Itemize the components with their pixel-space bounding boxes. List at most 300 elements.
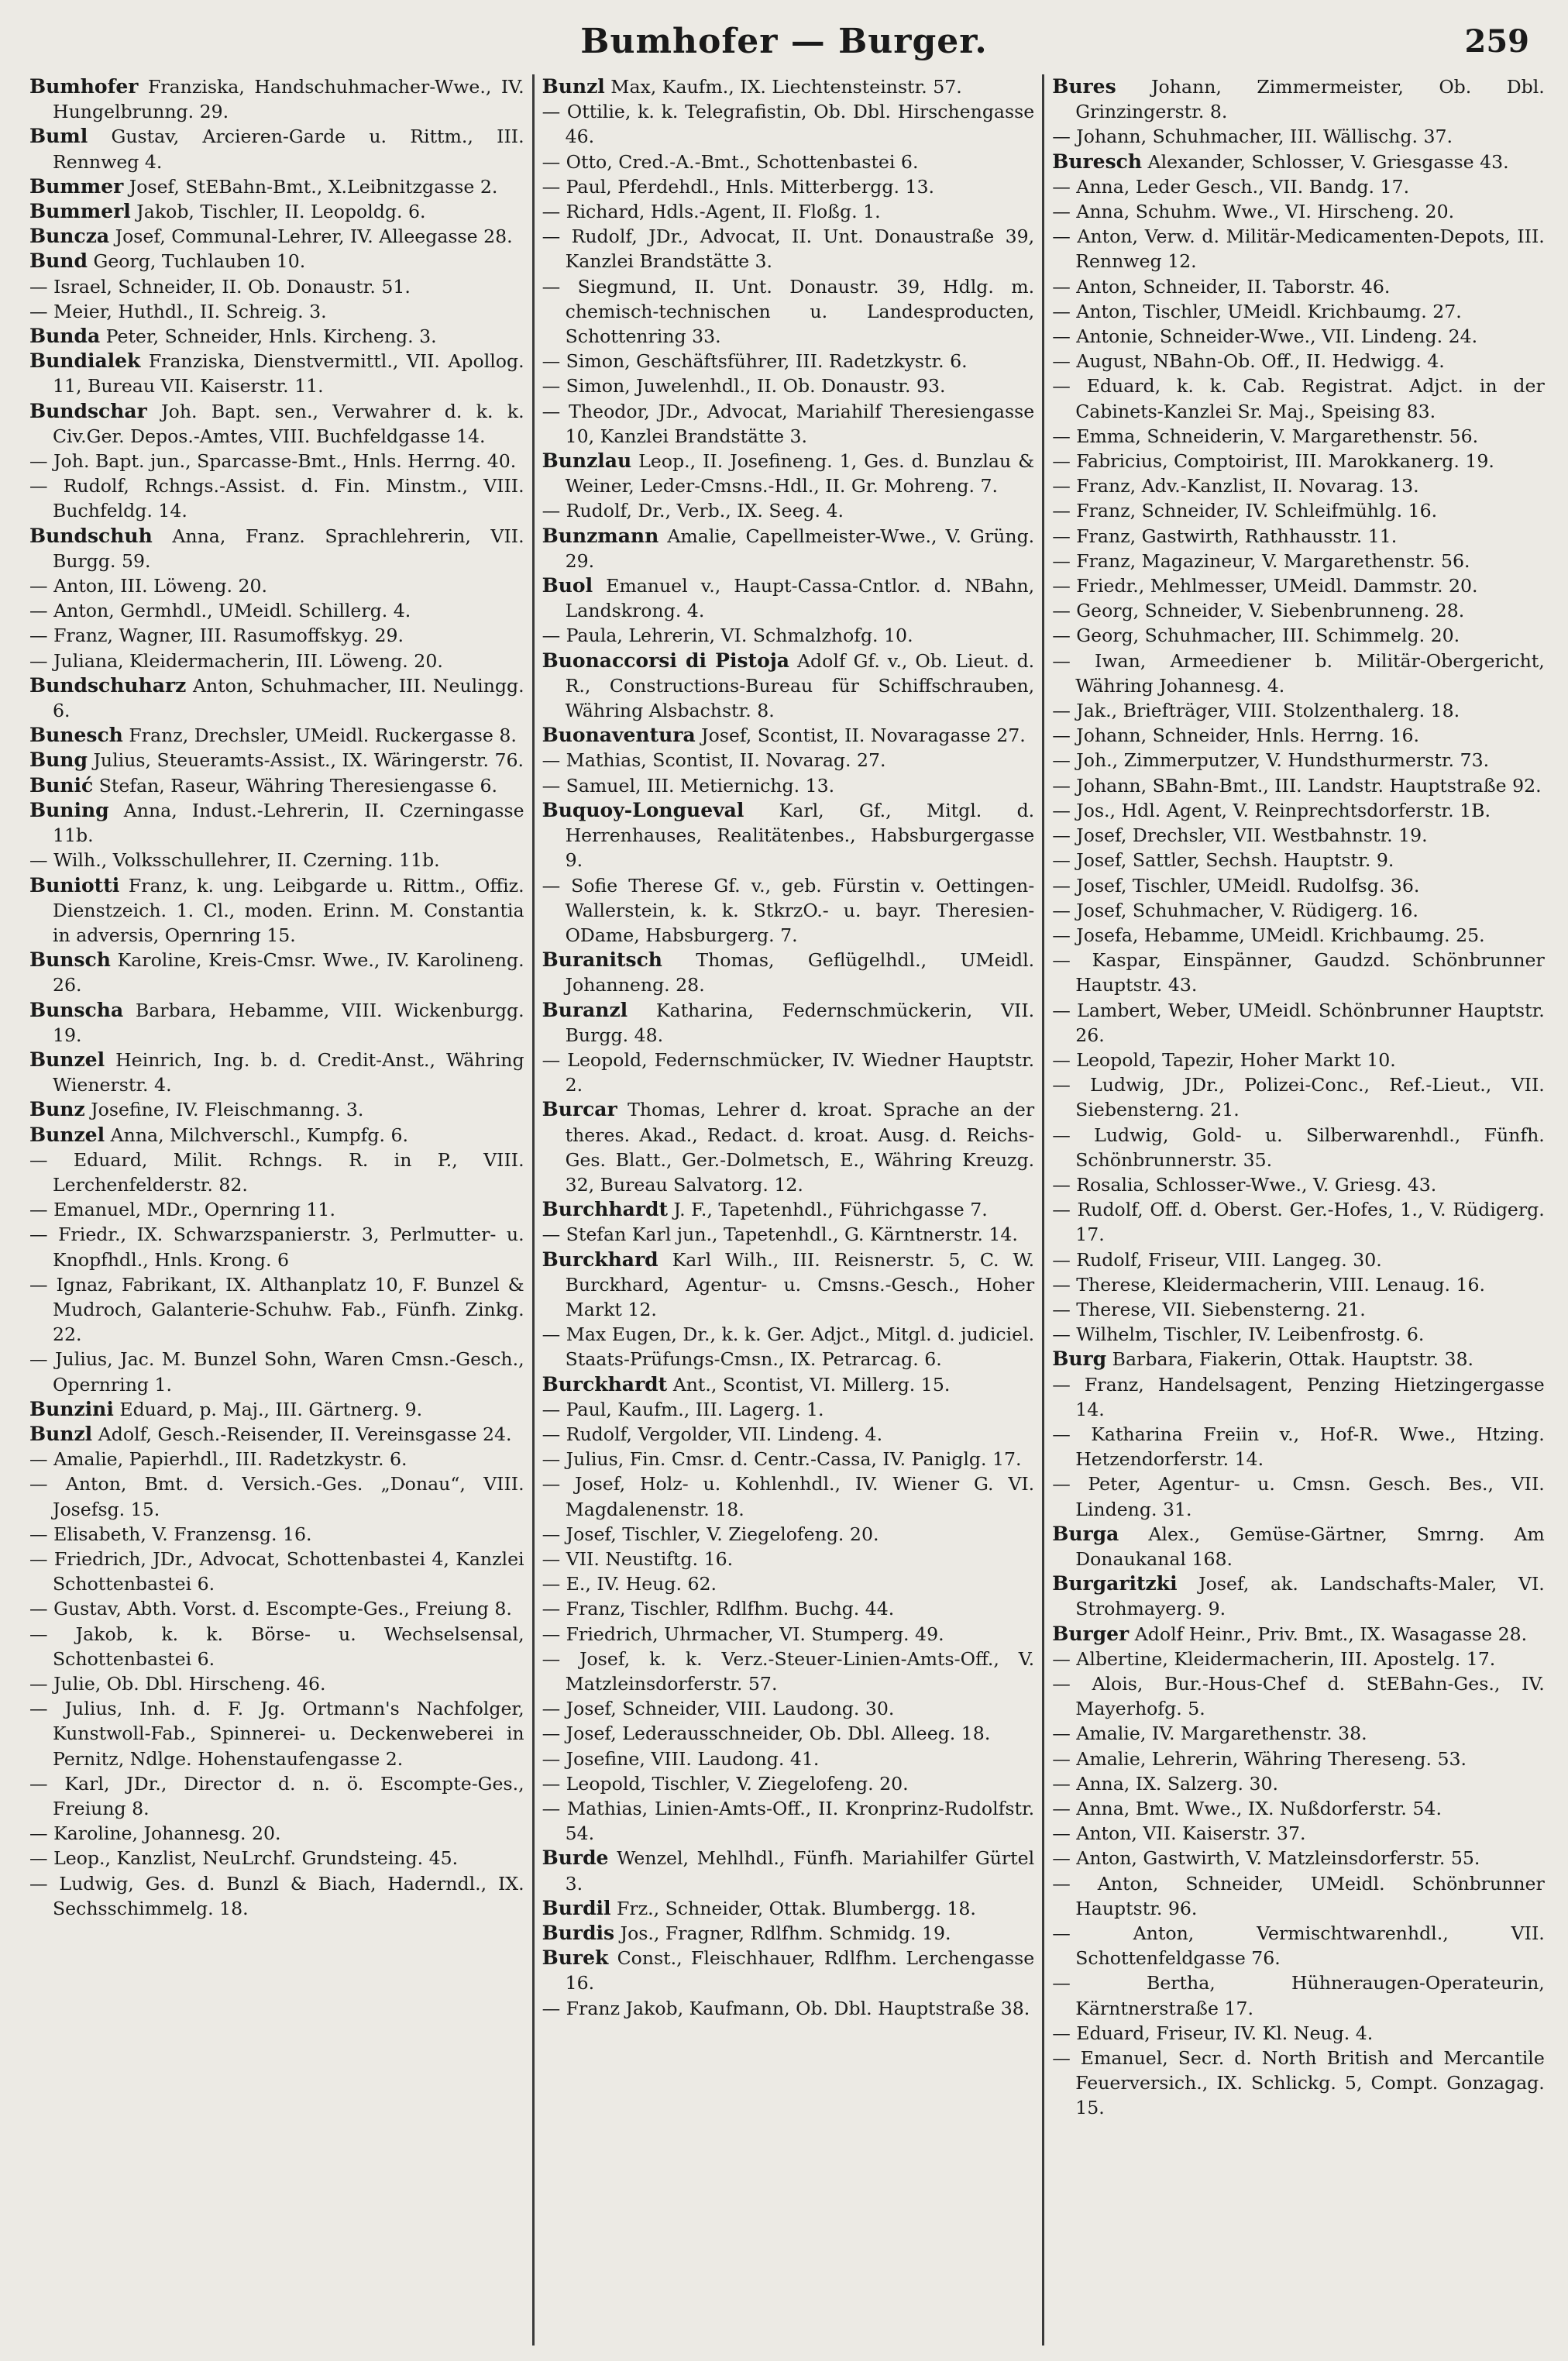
directory-entry [1052, 498, 1545, 523]
entry-details: — Franz, Adv.-Kanzlist, II. Novarag. 13. [1052, 475, 1419, 497]
entry-details: — Meier, Huthdl., II. Schreig. 3. [29, 300, 327, 322]
entry-surname: Bung [29, 749, 88, 772]
directory-entry [1052, 124, 1545, 149]
entry-details: — Otto, Cred.-A.-Bmt., Schottenbastei 6. [542, 150, 919, 173]
entry-surname: Burga [1052, 1522, 1119, 1545]
entry-details: Josef, ak. Landschafts-Maler, VI. Strohmayerg. 9. [1075, 1573, 1545, 1620]
entry-details: Joh. Bapt. sen., Verwahrer d. k. k. Civ.Ger. Depos.-Amtes, VIII. Buchfeldgasse 14. [53, 400, 524, 447]
directory-entry [29, 1447, 524, 1471]
directory-entry [29, 723, 524, 748]
entry-details: Jakob, Tischler, II. Leopoldg. 6. [136, 201, 426, 223]
entry-details: — Wilh., Volksschullehrer, II. Czerning. 11b. [29, 849, 440, 872]
entry-details: — Franz, Handelsagent, Penzing Hietzingergasse 14. [1052, 1373, 1545, 1420]
entry-details: Josef, StEBahn-Bmt., X.Leibnitzgasse 2. [129, 175, 498, 198]
directory-entry [1052, 1622, 1545, 1647]
directory-entry [29, 1622, 524, 1671]
directory-entry [1052, 1347, 1545, 1372]
directory-entry [542, 1372, 1035, 1397]
directory-entry [1052, 748, 1545, 773]
entry-details: — Anton, Vermischtwarenhdl., VII. Schottenfeldgasse 76. [1052, 1922, 1545, 1970]
entry-details: — Lambert, Weber, UMeidl. Schönbrunner Hauptstr. 26. [1052, 999, 1545, 1046]
entry-surname: Burcar [542, 1098, 617, 1121]
directory-entry [29, 449, 524, 473]
directory-entry [29, 649, 524, 673]
directory-entry [542, 1447, 1035, 1471]
entry-details: — Jak., Briefträger, VIII. Stolzenthalerg. 18. [1052, 700, 1460, 722]
directory-entry [1052, 1297, 1545, 1322]
entry-details: — Anton, Germhdl., UMeidl. Schillerg. 4. [29, 600, 411, 622]
directory-entry [1052, 848, 1545, 872]
entry-details: Emanuel v., Haupt-Cassa-Cntlor. d. NBahn, Landskrong. 4. [565, 575, 1035, 622]
directory-entry [29, 1097, 524, 1122]
directory-entry [1052, 1272, 1545, 1297]
entry-details: Const., Fleischhauer, Rdlfhm. Lerchengasse 16. [565, 1947, 1035, 1994]
column-2 [532, 74, 1043, 2346]
entry-details: — Alois, Bur.-Hous-Chef d. StEBahn-Ges., IV. Mayerhofg. 5. [1052, 1673, 1545, 1720]
entry-details: — Julius, Jac. M. Bunzel Sohn, Waren Cmsn.-Gesch., Opernring 1. [29, 1348, 524, 1396]
entry-details: — Fabricius, Comptoirist, III. Marokkanerg. 19. [1052, 450, 1494, 473]
directory-entry [29, 199, 524, 224]
entry-surname: Burckhard [542, 1248, 658, 1271]
entry-surname: Bummerl [29, 200, 131, 223]
directory-entry [1052, 1123, 1545, 1172]
entry-details: — Ludwig, Ges. d. Bunzl & Biach, Haderndl., IX. Sechsschimmelg. 18. [29, 1872, 524, 1919]
entry-details: — Leopold, Federnschmücker, IV. Wiedner Hauptstr. 2. [542, 1048, 1035, 1096]
entry-surname: Bunić [29, 773, 94, 797]
entry-details: — Jos., Hdl. Agent, V. Reinprechtsdorferstr. 1B. [1052, 799, 1491, 821]
entry-details: — Ignaz, Fabrikant, IX. Althanplatz 10, F. Bunzel & Mudroch, Galanterie-Schuhw. Fab., Fünfh. Zinkg. 22. [29, 1273, 524, 1346]
entry-surname: Burde [542, 1846, 609, 1870]
directory-entry [1052, 373, 1545, 423]
directory-entry [29, 848, 524, 872]
entry-details: Josef, Scontist, II. Novaragasse 27. [701, 724, 1026, 747]
entry-details: — Rudolf, JDr., Advocat, II. Unt. Donaustraße 39, Kanzlei Brandstätte 3. [542, 225, 1035, 273]
entry-surname: Bundschuh [29, 524, 153, 547]
entry-details: — Anton, VII. Kaiserstr. 37. [1052, 1822, 1306, 1845]
entry-details: — Amalie, IV. Margarethenstr. 38. [1052, 1723, 1367, 1745]
directory-entry [542, 1322, 1035, 1372]
directory-entry [29, 1471, 524, 1521]
directory-entry [542, 798, 1035, 873]
entry-details: — Anna, Leder Gesch., VII. Bandg. 17. [1052, 175, 1410, 198]
directory-entry [29, 1272, 524, 1347]
directory-entry [29, 274, 524, 299]
directory-entry [542, 1197, 1035, 1222]
entry-details: — Emanuel, Secr. d. North British and Mercantile Feuerversich., IX. Schlickg. 5, Compt. Gonzagag. 15. [1052, 2047, 1545, 2119]
entry-details: — Friedr., Mehlmesser, UMeidl. Dammstr. 20. [1052, 575, 1478, 597]
directory-entry [29, 224, 524, 249]
entry-details: — Josefa, Hebamme, UMeidl. Krichbaumg. 25. [1052, 924, 1485, 946]
directory-entry [542, 1896, 1035, 1921]
entry-surname: Bunzel [29, 1123, 105, 1146]
entry-details: — Leopold, Tapezir, Hoher Markt 10. [1052, 1048, 1396, 1071]
entry-surname: Bunzel [29, 1048, 105, 1071]
directory-entry [1052, 948, 1545, 997]
entry-surname: Buning [29, 798, 109, 821]
entry-surname: Bunzl [542, 75, 605, 98]
entry-details: Franz, Drechsler, UMeidl. Ruckergasse 8. [129, 724, 517, 747]
entry-details: Wenzel, Mehlhdl., Fünfh. Mariahilfer Gürtel 3. [565, 1847, 1035, 1895]
directory-entry [29, 1197, 524, 1222]
directory-entry [1052, 549, 1545, 573]
directory-entry [542, 449, 1035, 498]
directory-entry [1052, 1322, 1545, 1347]
entry-details: — Samuel, III. Metiernichg. 13. [542, 774, 835, 797]
entry-details: — Paul, Pferdehdl., Hnls. Mitterbergg. 13. [542, 175, 934, 198]
directory-entry [1052, 1846, 1545, 1871]
entry-surname: Bundialek [29, 349, 141, 373]
entry-details: Adolf, Gesch.-Reisender, II. Vereinsgasse 24. [98, 1423, 512, 1445]
directory-entry [1052, 2021, 1545, 2046]
entry-details: — Emanuel, MDr., Opernring 11. [29, 1199, 335, 1221]
entry-details: — Georg, Schuhmacher, III. Schimmelg. 20. [1052, 625, 1460, 647]
entry-details: — Franz, Magazineur, V. Margarethenstr. 56. [1052, 549, 1470, 572]
column-3 [1042, 74, 1553, 2346]
directory-entry [1052, 723, 1545, 748]
directory-entry [1052, 349, 1545, 373]
entry-details: Franziska, Dienstvermittl., VII. Apollog. 11, Bureau VII. Kaiserstr. 11. [53, 350, 524, 398]
directory-entry [29, 1422, 524, 1447]
entry-details: — E., IV. Heug. 62. [542, 1573, 717, 1595]
directory-entry [542, 948, 1035, 997]
entry-surname: Bund [29, 250, 88, 273]
directory-entry [29, 948, 524, 997]
entry-details: — Sofie Therese Gf. v., geb. Fürstin v. Oettingen-Wallerstein, k. k. StkrzO.- u. bayr. Theresien-ODame, Habsburgerg. 7. [542, 874, 1035, 946]
entry-details: — Eduard, k. k. Cab. Registrat. Adjct. in der Cabinets-Kanzlei Sr. Maj., Speising 83. [1052, 375, 1545, 422]
entry-surname: Buncza [29, 225, 110, 248]
entry-surname: Burek [542, 1946, 609, 1970]
directory-entry [29, 1222, 524, 1272]
entry-surname: Buniotti [29, 873, 120, 897]
directory-entry [1052, 449, 1545, 473]
entry-details: — Mathias, Scontist, II. Novarag. 27. [542, 749, 886, 772]
entry-details: — Jakob, k. k. Börse- u. Wechselsensal, Schottenbastei 6. [29, 1623, 524, 1670]
directory-entry [1052, 1072, 1545, 1122]
directory-entry [29, 598, 524, 623]
entry-details: Ant., Scontist, VI. Millerg. 15. [672, 1373, 951, 1396]
entry-details: — Stefan Karl jun., Tapetenhdl., G. Kärntnerstr. 14. [542, 1224, 1018, 1246]
directory-entry [542, 573, 1035, 623]
entry-details: — Franz, Schneider, IV. Schleifmühlg. 16. [1052, 500, 1438, 522]
directory-entry [29, 998, 524, 1048]
entry-details: — Josef, Sattler, Sechsh. Hauptstr. 9. [1052, 849, 1394, 872]
entry-surname: Bunz [29, 1098, 85, 1121]
entry-details: Josef, Communal-Lehrer, IV. Alleegasse 28. [115, 225, 513, 248]
directory-entry [1052, 274, 1545, 299]
entry-details: — Josef, Tischler, UMeidl. Rudolfsg. 36. [1052, 874, 1420, 897]
entry-details: — Anna, Schuhm. Wwe., VI. Hirscheng. 20. [1052, 201, 1455, 223]
directory-entry [542, 224, 1035, 274]
entry-details: Leop., II. Josefineng. 1, Ges. d. Bunzlau & Weiner, Leder-Cmsns.-Hdl., II. Gr. Mohreng. 7. [565, 450, 1035, 497]
entry-details: Adolf Gf. v., Ob. Lieut. d. R., Constructions-Bureau für Schiffschrauben, Währing Alsbachstr. 8. [565, 649, 1035, 722]
directory-entry [29, 1871, 524, 1921]
entry-details: Heinrich, Ing. b. d. Credit-Anst., Währing Wienerstr. 4. [53, 1048, 524, 1096]
directory-entry [1052, 773, 1545, 798]
entry-surname: Buol [542, 574, 593, 597]
entry-details: Alexander, Schlosser, V. Griesgasse 43. [1147, 150, 1509, 173]
entry-details: — Friedrich, Uhrmacher, VI. Stumperg. 49. [542, 1623, 944, 1645]
entry-details: — Emma, Schneiderin, V. Margarethenstr. 56. [1052, 425, 1479, 447]
entry-details: — Theodor, JDr., Advocat, Mariahilf Theresiengasse 10, Kanzlei Brandstätte 3. [542, 400, 1035, 447]
directory-entry [542, 773, 1035, 798]
entry-details: — Peter, Agentur- u. Cmsn. Gesch. Bes., VII. Lindeng. 31. [1052, 1473, 1545, 1520]
directory-entry [29, 673, 524, 723]
entry-details: — Paula, Lehrerin, VI. Schmalzhofg. 10. [542, 625, 913, 647]
directory-entry [1052, 1970, 1545, 2020]
entry-details: Karoline, Kreis-Cmsr. Wwe., IV. Karolineng. 26. [53, 949, 524, 996]
entry-details: — Therese, VII. Siebensterng. 21. [1052, 1298, 1366, 1320]
directory-entry [542, 1747, 1035, 1771]
directory-entry [29, 1347, 524, 1396]
directory-entry [542, 1571, 1035, 1596]
entry-details: Karl Wilh., III. Reisnerstr. 5, C. W. Burckhard, Agentur- u. Cmsns.-Gesch., Hoher Markt 12. [565, 1248, 1035, 1320]
directory-entry [29, 74, 524, 124]
entry-details: — Ottilie, k. k. Telegrafistin, Ob. Dbl. Hirschengasse 46. [542, 101, 1035, 148]
entry-surname: Buresch [1052, 150, 1143, 173]
directory-entry [1052, 1871, 1545, 1921]
entry-details: Georg, Tuchlauben 10. [93, 250, 306, 273]
entry-details: — Antonie, Schneider-Wwe., VII. Lindeng. 24. [1052, 325, 1478, 348]
directory-entry [29, 324, 524, 349]
directory-entry [29, 1123, 524, 1148]
directory-entry [29, 573, 524, 598]
directory-entry [1052, 1172, 1545, 1197]
directory-entry [1052, 1747, 1545, 1771]
entry-surname: Bunesch [29, 724, 123, 747]
entry-details: — Albertine, Kleidermacherin, III. Apostelg. 17. [1052, 1647, 1496, 1670]
entry-details: — Johann, Schneider, Hnls. Herrng. 16. [1052, 724, 1419, 747]
entry-details: — Therese, Kleidermacherin, VIII. Lenaug. 16. [1052, 1273, 1486, 1296]
entry-details: — Joh. Bapt. jun., Sparcasse-Bmt., Hnls. Herrng. 40. [29, 450, 517, 473]
column-1 [22, 74, 532, 2346]
entry-details: Max, Kaufm., IX. Liechtensteinstr. 57. [610, 76, 962, 98]
directory-entry [29, 1821, 524, 1846]
directory-entry [542, 1996, 1035, 2021]
entry-surname: Bunscha [29, 998, 124, 1021]
directory-entry [29, 174, 524, 199]
directory-entry [29, 1696, 524, 1771]
entry-surname: Burger [1052, 1622, 1130, 1645]
entry-details: — Leopold, Tischler, V. Ziegelofeng. 20. [542, 1772, 909, 1795]
directory-entry [1052, 873, 1545, 898]
directory-entry [542, 623, 1035, 648]
directory-columns [22, 74, 1553, 2346]
directory-entry [542, 349, 1035, 373]
directory-entry [542, 1547, 1035, 1571]
directory-entry [1052, 1571, 1545, 1621]
entry-details: — Gustav, Abth. Vorst. d. Escompte-Ges., Freiung 8. [29, 1598, 512, 1620]
entry-details: — Karoline, Johannesg. 20. [29, 1822, 281, 1845]
entry-surname: Bunzini [29, 1397, 114, 1420]
entry-details: — Anton, Bmt. d. Versich.-Ges. „Donau“, VIII. Josefsg. 15. [29, 1473, 524, 1520]
directory-entry [1052, 1522, 1545, 1571]
entry-details: — Friedr., IX. Schwarzspanierstr. 3, Perlmutter- u. Knopfhdl., Hnls. Krong. 6 [29, 1224, 524, 1271]
entry-details: — Anton, Tischler, UMeidl. Krichbaumg. 27. [1052, 300, 1462, 322]
directory-entry [542, 1471, 1035, 1521]
entry-details: — Juliana, Kleidermacherin, III. Löweng. 20. [29, 649, 443, 672]
entry-details: — Wilhelm, Tischler, IV. Leibenfrostg. 6. [1052, 1323, 1425, 1346]
entry-details: — Rosalia, Schlosser-Wwe., V. Griesg. 43. [1052, 1173, 1437, 1196]
entry-surname: Bumhofer [29, 75, 139, 98]
directory-entry [542, 1647, 1035, 1696]
directory-entry [542, 1622, 1035, 1647]
entry-details: Thomas, Lehrer d. kroat. Sprache an der theres. Akad., Redact. d. kroat. Ausg. d. Reichs-Ges. Blatt., Ger.-Dolmetsch, E., Währing Kreuzg. 32, Bureau Salvatorg. 12. [565, 1099, 1035, 1196]
entry-details: — Franz, Tischler, Rdlfhm. Buchg. 44. [542, 1598, 895, 1620]
page-number: 259 [1464, 23, 1529, 60]
entry-details: — Simon, Geschäftsführer, III. Radetzkystr. 6. [542, 350, 968, 373]
directory-entry [29, 1547, 524, 1596]
directory-entry [542, 74, 1035, 99]
directory-entry [29, 1522, 524, 1547]
entry-details: — Max Eugen, Dr., k. k. Ger. Adjct., Mitgl. d. judiciel. Staats-Prüfungs-Cmsn., IX. Petrarcag. 6. [542, 1323, 1035, 1371]
directory-entry [29, 1671, 524, 1696]
entry-details: — Franz Jakob, Kaufmann, Ob. Dbl. Hauptstraße 38. [542, 1997, 1030, 2019]
directory-entry [29, 524, 524, 573]
entry-details: Amalie, Capellmeister-Wwe., V. Grüng. 29. [565, 525, 1035, 572]
directory-entry [1052, 798, 1545, 823]
entry-details: — August, NBahn-Ob. Off., II. Hedwigg. 4. [1052, 350, 1445, 373]
directory-entry [1052, 2046, 1545, 2121]
directory-entry [1052, 823, 1545, 848]
entry-details: Frz., Schneider, Ottak. Blumbergg. 18. [617, 1897, 976, 1919]
entry-surname: Buonaventura [542, 724, 696, 747]
directory-entry [1052, 1048, 1545, 1072]
entry-surname: Buranitsch [542, 948, 662, 972]
directory-entry [1052, 324, 1545, 349]
directory-entry [542, 99, 1035, 149]
entry-details: Anna, Milchverschl., Kumpfg. 6. [110, 1124, 409, 1146]
entry-details: — Rudolf, Dr., Verb., IX. Seeg. 4. [542, 500, 844, 522]
entry-details: — Josef, Lederausschneider, Ob. Dbl. Alleeg. 18. [542, 1723, 991, 1745]
directory-entry [542, 274, 1035, 349]
directory-entry [542, 498, 1035, 523]
entry-details: — Leop., Kanzlist, NeuLrchf. Grundsteing. 45. [29, 1847, 459, 1870]
directory-entry [29, 124, 524, 174]
entry-surname: Bundschar [29, 399, 147, 422]
entry-details: — Paul, Kaufm., III. Lagerg. 1. [542, 1398, 824, 1420]
entry-surname: Bunda [29, 325, 101, 348]
directory-entry [542, 748, 1035, 773]
directory-entry [1052, 174, 1545, 199]
entry-details: — Richard, Hdls.-Agent, II. Floßg. 1. [542, 201, 881, 223]
entry-details: Anna, Franz. Sprachlehrerin, VII. Burgg. 59. [53, 525, 524, 572]
directory-entry [542, 1771, 1035, 1796]
entry-details: — Ludwig, Gold- u. Silberwarenhdl., Fünfh. Schönbrunnerstr. 35. [1052, 1124, 1545, 1171]
directory-entry [29, 349, 524, 398]
entry-surname: Bundschuharz [29, 673, 187, 697]
directory-entry [542, 399, 1035, 449]
directory-entry [542, 1796, 1035, 1846]
directory-entry [1052, 524, 1545, 549]
directory-entry [1052, 1771, 1545, 1796]
running-head: Bumhofer — Burger. [580, 22, 988, 61]
directory-entry [542, 998, 1035, 1048]
directory-entry [1052, 1372, 1545, 1422]
directory-entry [1052, 150, 1545, 174]
entry-surname: Bunzmann [542, 524, 659, 547]
entry-details: — Georg, Schneider, V. Siebenbrunneng. 28. [1052, 600, 1465, 622]
entry-details: — Josef, Tischler, V. Ziegelofeng. 20. [542, 1523, 879, 1545]
entry-surname: Bunzlau [542, 449, 632, 473]
directory-entry [1052, 1821, 1545, 1846]
directory-entry [542, 873, 1035, 948]
directory-entry [542, 1248, 1035, 1323]
directory-entry [542, 373, 1035, 398]
entry-details: — Josef, Drechsler, VII. Westbahnstr. 19. [1052, 824, 1428, 847]
entry-details: Josefine, IV. Fleischmanng. 3. [91, 1099, 364, 1121]
entry-details: — Iwan, Armeediener b. Militär-Obergericht, Währing Johannesg. 4. [1052, 649, 1545, 697]
directory-entry [1052, 299, 1545, 324]
page-header [31, 22, 1537, 68]
entry-details: — Anton, Gastwirth, V. Matzleinsdorferstr. 55. [1052, 1847, 1480, 1870]
directory-entry [29, 873, 524, 948]
directory-entry [542, 150, 1035, 174]
entry-details: Thomas, Geflügelhdl., UMeidl. Johanneng. 28. [565, 949, 1035, 996]
directory-entry [1052, 74, 1545, 124]
entry-details: Barbara, Fiakerin, Ottak. Hauptstr. 38. [1112, 1348, 1474, 1371]
entry-details: — Bertha, Hühneraugen-Operateurin, Kärntnerstraße 17. [1052, 1972, 1545, 2019]
entry-surname: Bunzl [29, 1422, 93, 1445]
directory-entry [29, 748, 524, 773]
directory-entry [1052, 1721, 1545, 1746]
directory-entry [29, 1148, 524, 1197]
directory-entry [29, 1397, 524, 1422]
entry-details: Adolf Heinr., Priv. Bmt., IX. Wasagasse 28. [1134, 1623, 1528, 1645]
entry-details: — Kaspar, Einspänner, Gaudzd. Schönbrunner Hauptstr. 43. [1052, 949, 1545, 996]
entry-details: — Julius, Fin. Cmsr. d. Centr.-Cassa, IV. Paniglg. 17. [542, 1448, 1022, 1471]
directory-entry [1052, 1671, 1545, 1721]
entry-details: — Amalie, Lehrerin, Währing Thereseng. 53. [1052, 1747, 1467, 1770]
entry-surname: Burckhardt [542, 1372, 668, 1396]
directory-entry [29, 623, 524, 648]
entry-details: Jos., Fragner, Rdlfhm. Schmidg. 19. [620, 1922, 951, 1945]
directory-entry [1052, 199, 1545, 224]
entry-details: — Josef, Schuhmacher, V. Rüdigerg. 16. [1052, 899, 1418, 921]
entry-details: — Karl, JDr., Director d. n. ö. Escompte-Ges., Freiung 8. [29, 1772, 524, 1820]
directory-entry [542, 1522, 1035, 1547]
directory-entry [1052, 898, 1545, 923]
directory-entry [542, 1921, 1035, 1946]
entry-details: — Joh., Zimmerputzer, V. Hundsthurmerstr. 73. [1052, 749, 1490, 772]
entry-surname: Bures [1052, 75, 1116, 98]
directory-entry [1052, 573, 1545, 598]
directory-entry [1052, 649, 1545, 698]
directory-entry [1052, 923, 1545, 948]
entry-details: — Johann, Schuhmacher, III. Wällischg. 37. [1052, 126, 1453, 148]
entry-details: — Katharina Freiin v., Hof-R. Wwe., Htzing. Hetzendorferstr. 14. [1052, 1423, 1545, 1471]
directory-entry [1052, 998, 1545, 1048]
entry-surname: Buonaccorsi di Pistoja [542, 649, 789, 672]
entry-details: — Anton, III. Löweng. 20. [29, 575, 268, 597]
directory-entry [542, 524, 1035, 573]
entry-details: Barbara, Hebamme, VIII. Wickenburgg. 19. [53, 999, 524, 1046]
entry-surname: Burdil [542, 1896, 611, 1919]
entry-details: — Josefine, VIII. Laudong. 41. [542, 1747, 820, 1770]
entry-details: J. F., Tapetenhdl., Führichgasse 7. [673, 1199, 988, 1221]
entry-surname: Burgaritzki [1052, 1572, 1178, 1595]
directory-entry [542, 1222, 1035, 1247]
entry-details: — Friedrich, JDr., Advocat, Schottenbastei 4, Kanzlei Schottenbastei 6. [29, 1547, 524, 1595]
directory-entry [542, 1422, 1035, 1447]
directory-entry [542, 174, 1035, 199]
entry-details: — Josef, Holz- u. Kohlenhdl., IV. Wiener G. VI. Magdalenenstr. 18. [542, 1473, 1035, 1520]
directory-entry [542, 1596, 1035, 1621]
directory-entry [29, 1771, 524, 1821]
entry-details: — Ludwig, JDr., Polizei-Conc., Ref.-Lieut., VII. Siebensterng. 21. [1052, 1074, 1545, 1121]
entry-details: Katharina, Federnschmückerin, VII. Burgg. 48. [565, 999, 1035, 1046]
entry-details: Johann, Zimmermeister, Ob. Dbl. Grinzingerstr. 8. [1075, 76, 1545, 123]
directory-entry [542, 1846, 1035, 1895]
